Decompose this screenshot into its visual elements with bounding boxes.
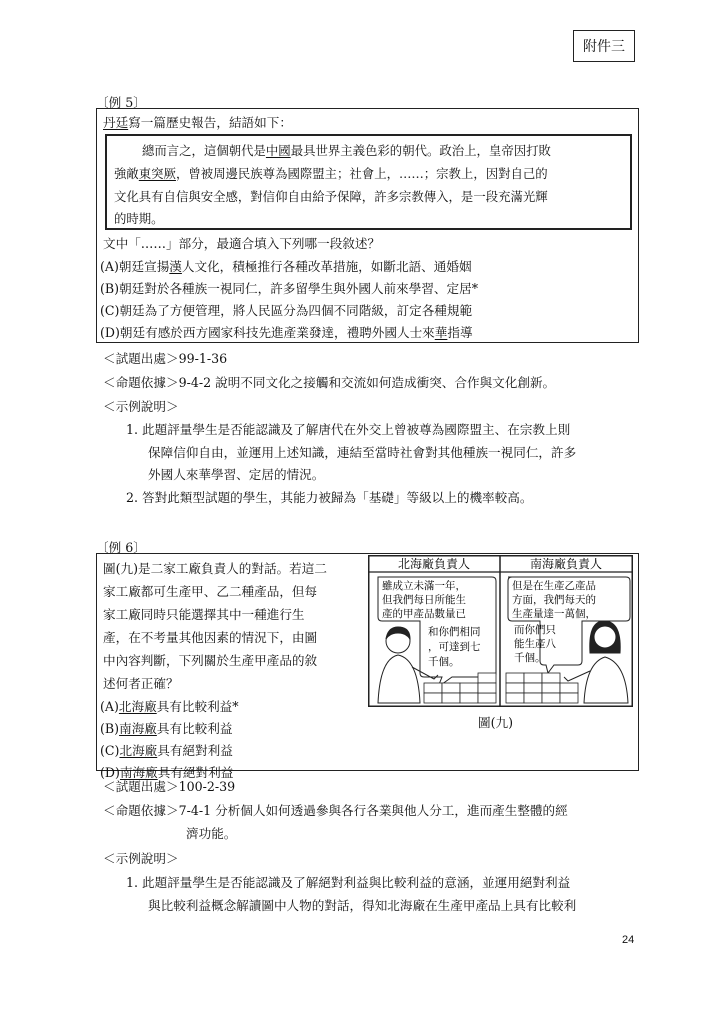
option-underline: 漢 [169,259,182,274]
option-text: (A)朝廷宣揚 [100,259,170,274]
option-text: 具有比較利益* [156,699,239,714]
left-bubble-line: 雖成立未滿一年， [382,580,466,592]
page-number: 24 [622,934,635,946]
example5-intro [103,115,292,131]
example5-question: 文中「……」部分，最適合填入下列哪一段敘述？ [103,236,381,251]
option-letter: (C) [100,743,120,758]
option-text: 具有絕對利益 [157,765,234,780]
quote-line-1 [142,143,551,159]
option-factory: 北海廠 [119,743,158,758]
option-text: 具有比較利益 [156,721,233,736]
quote-line-3: 文化具有自信與安全感，對信仰自由給予保障，許多宗教傳入，是一段充滿光輝 [114,189,548,204]
left-bubble-line: 千個。 [428,656,460,668]
intro-text: 寫一篇歷史報告，結語如下： [128,115,292,130]
quote-text: ，曾被周邊民族尊為國際盟主；社會上，……；宗教上，因對自己的 [175,166,548,181]
quote-text: 強敵 [114,166,139,181]
example6-source: ＜試題出處＞100-2-39 [103,779,236,794]
option-letter: (A) [100,699,119,714]
example5-explain-1-line3: 外國人來華學習、定居的情況。 [148,467,325,482]
left-bubble-line: 和你們相同 [428,626,481,638]
option-factory: 南海廠 [119,765,158,780]
left-bubble-line: 產的甲產品數量已 [382,608,466,620]
example5-explain-title: ＜示例說明＞ [103,399,179,414]
example5-label: 〔例 5〕 [96,95,146,110]
example5-explain-1-line2: 保障信仰自由，並運用上述知識，連結至當時社會對其他種族一視同仁，許多 [148,445,577,460]
quote-text: 最具世界主義色彩的朝代。政治上，皇帝因打敗 [290,143,551,158]
right-bubble-line: 而你們只 [514,624,556,636]
quote-place-turks: 東突厥 [138,166,176,181]
option-underline: 華 [434,325,448,340]
example6-stem-line6: 述何者正確？ [103,676,179,691]
right-bubble-line: 但是在生產乙產品 [512,580,596,592]
right-bubble-line: 能生產八 [514,638,556,650]
quote-text: 總而言之，這個朝代是 [142,143,266,158]
attachment-badge: 附件三 [573,30,635,62]
example5-basis: ＜命題依據＞9-4-2 說明不同文化之接觸和交流如何造成衝突、合作與文化創新。 [103,375,556,390]
example5-explain-1-line1: 1. 此題評量學生是否能認識及了解唐代在外交上曾被尊為國際盟主、在宗教上則 [126,422,571,437]
left-panel-title: 北海廠負責人 [397,557,471,571]
example5-source: ＜試題出處＞99-1-36 [103,351,228,366]
example5-option-c: (C)朝廷為了方便管理，將人民區分為四個不同階級，訂定各種規範 [100,303,473,318]
left-bubble-line: ，可達到七 [428,641,481,653]
option-letter: (B) [100,721,120,736]
option-factory: 北海廠 [118,699,157,714]
intro-person-name: 丹廷 [103,115,129,130]
option-text: 指導 [447,325,473,340]
example6-explain-title: ＜示例說明＞ [103,851,179,866]
example6-option-b [100,721,232,737]
option-factory: 南海廠 [119,721,157,736]
option-letter: (D) [100,765,120,780]
right-bubble-line: 千個。 [514,652,546,664]
example5-explain-2: 2. 答對此類型試題的學生，其能力被歸為「基礎」等級以上的機率較高。 [126,490,533,505]
example6-stem-line1: 圖(九)是二家工廠負責人的對話。若這二 [103,561,327,576]
example6-stem-line5: 中內容判斷，下列關於生產甲產品的敘 [103,653,318,668]
option-text: (D)朝廷有感於西方國家科技先進產業發達，禮聘外國人士來 [100,325,435,340]
example6-explain-1-line2: 與比較利益概念解讀圖中人物的對話，得知北海廠在生產甲產品上具有比較利 [148,898,577,913]
example6-label: 〔例 6〕 [96,540,146,555]
example5-option-b: (B)朝廷對於各種族一視同仁，許多留學生與外國人前來學習、定居* [100,281,479,296]
figure-9-caption: 圖(九) [478,715,514,730]
right-panel-title: 南海廠負責人 [529,557,603,571]
quote-line-4: 的時期。 [114,211,164,226]
option-text: 具有絕對利益 [157,743,233,758]
example6-basis-line2: 濟功能。 [186,826,237,841]
figure-9-comic [368,555,633,707]
example5-option-d [100,325,473,341]
quote-place-china: 中國 [265,143,291,158]
example5-option-a [100,259,472,275]
option-text: 人文化，積極推行各種改革措施，如斷北語、通婚姻 [181,259,472,274]
example6-stem-line2: 家工廠都可生產甲、乙二種產品，但每 [103,584,318,599]
right-bubble-line: 生產量達一萬個， [512,608,596,620]
right-bubble-line: 方面，我們每天的 [512,594,596,606]
example6-option-a [100,699,239,715]
example6-stem-line4: 產，在不考量其他因素的情況下，由圖 [103,630,318,645]
example6-stem-line3: 家工廠同時只能選擇其中一種進行生 [103,607,305,622]
example6-basis-line1: ＜命題依據＞7-4-1 分析個人如何透過參與各行各業與他人分工，進而產生整體的經 [103,803,568,818]
quote-line-2 [114,166,548,182]
left-bubble-line: 但我們每日所能生 [382,594,466,606]
example6-explain-1-line1: 1. 此題評量學生是否能認識及了解絕對利益與比較利益的意涵，並運用絕對利益 [126,875,571,890]
example6-option-c [100,743,233,759]
